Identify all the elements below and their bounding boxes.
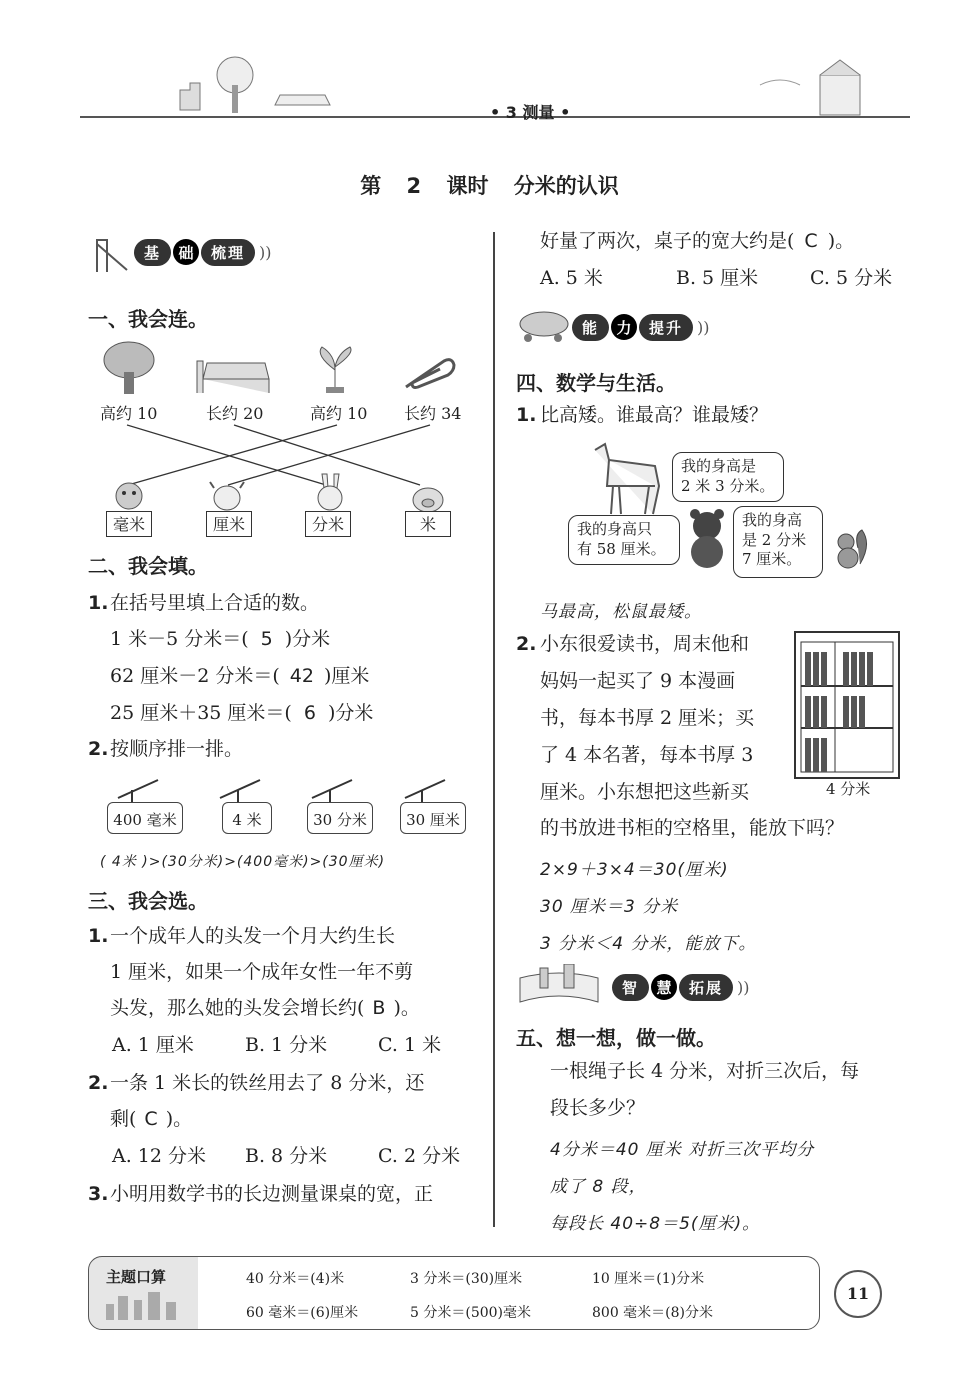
s4-q1-number: 1. xyxy=(516,404,537,426)
s3-q1-option-b: B. 1 分米 xyxy=(245,1034,328,1056)
banner-basic-circle: 础 xyxy=(173,239,199,265)
s3-q2-number: 2. xyxy=(88,1072,109,1094)
section-3-title: 三、我会选。 xyxy=(88,889,208,913)
s5-line-2: 段长多少？ xyxy=(550,1097,646,1119)
unit-box-3: 分米 xyxy=(305,511,351,537)
rabbit-icon xyxy=(312,472,346,512)
banner-ability xyxy=(572,310,710,344)
s2-q1-number: 1. xyxy=(88,592,109,614)
s4-q2-line-1: 小东很爱读书，周末他和 xyxy=(540,633,750,655)
banner-basic-pre: 基 xyxy=(134,239,171,266)
answer: C xyxy=(144,1108,158,1130)
bear-speech-bubble: 我的身高只 有 58 厘米。 xyxy=(568,515,680,565)
s3-q3-number: 3. xyxy=(88,1183,109,1205)
s3-q2-option-c: C. 2 分米 xyxy=(378,1145,461,1167)
s4-q1-text: 比高矮。谁最高？谁最矮？ xyxy=(540,404,769,426)
s5-work-2: 成了 8 段， xyxy=(550,1177,647,1197)
s3-q3-line-2: 好量了两次，桌子的宽大约是( C )。 xyxy=(540,230,855,252)
s2-q1-line-1: 1 米－5 分米＝( 5 )分米 xyxy=(110,628,331,650)
squirrel-speech-bubble: 我的身高 是 2 分米 7 厘米。 xyxy=(733,506,823,578)
oral-calc-4: 60 毫米＝(6)厘米 xyxy=(246,1305,359,1321)
item-label-2: 长约 20 xyxy=(206,404,264,423)
order-item-4: 30 厘米 xyxy=(400,802,466,834)
section-5-title: 五、想一想，做一做。 xyxy=(516,1026,716,1050)
oral-calc-3: 10 厘米＝(1)分米 xyxy=(592,1271,705,1287)
city-skyline-icon xyxy=(100,1290,190,1320)
s3-q1-line-1: 一个成年人的头发一个月大约生长 xyxy=(110,925,396,947)
s4-q2-work-3: 3 分米＜4 分米，能放下。 xyxy=(540,934,757,954)
chapter-title: • 3 测量 • xyxy=(490,103,571,122)
oral-calc-5: 5 分米＝(500)毫米 xyxy=(410,1305,532,1321)
s2-q1-line-2: 62 厘米－2 分米＝( 42 )厘米 xyxy=(110,665,370,687)
oral-calc-1: 40 分米＝(4)米 xyxy=(246,1271,345,1287)
s4-q2-line-6: 的书放进书柜的空格里，能放下吗？ xyxy=(540,817,845,839)
cow-icon xyxy=(208,480,246,512)
s4-q2-line-5: 厘米。小东想把这些新买 xyxy=(540,781,750,803)
waves-icon: )) xyxy=(737,977,750,997)
s3-q1-line-2: 1 厘米，如果一个成年女性一年不剪 xyxy=(110,961,414,983)
waves-icon: )) xyxy=(259,242,272,262)
snail-car-icon xyxy=(514,308,574,344)
s5-work-3: 每段长 40÷8＝5(厘米)。 xyxy=(550,1214,761,1234)
s3-q1-number: 1. xyxy=(88,925,109,947)
answer: 5 xyxy=(260,628,273,650)
s3-q3-option-a: A. 5 米 xyxy=(540,267,603,289)
bear-icon xyxy=(682,508,732,572)
banner-wisdom-post: 拓展 xyxy=(679,974,733,1001)
section-2-title: 二、我会填。 xyxy=(88,554,208,578)
footer-label: 主题口算 xyxy=(106,1268,167,1286)
s4-q2-work-2: 30 厘米＝3 分米 xyxy=(540,897,679,917)
s4-q2-line-4: 了 4 本名著，每本书厚 3 xyxy=(540,744,754,766)
horse-icon xyxy=(585,440,669,516)
s3-q2-option-b: B. 8 分米 xyxy=(245,1145,328,1167)
s3-q1-option-a: A. 1 厘米 xyxy=(112,1034,194,1056)
order-item-3: 30 分米 xyxy=(307,802,373,834)
unit-box-4: 米 xyxy=(405,511,451,537)
s3-q3-line-1: 小明用数学书的长边测量课桌的宽，正 xyxy=(110,1183,434,1205)
banner-wisdom-pre: 智 xyxy=(612,974,649,1001)
s4-q2-line-3: 书，每本书厚 2 厘米；买 xyxy=(540,707,755,729)
banner-ability-pre: 能 xyxy=(572,314,609,341)
banner-ability-post: 提升 xyxy=(639,314,693,341)
waves-icon: )) xyxy=(697,317,710,337)
s3-q3-option-c: C. 5 分米 xyxy=(810,267,893,289)
answer: 6 xyxy=(303,702,316,724)
s2-q1-text: 在括号里填上合适的数。 xyxy=(110,592,320,614)
s5-work-1: 4分米＝40 厘米 对折三次平均分 xyxy=(550,1140,815,1160)
s2-q2-number: 2. xyxy=(88,738,109,760)
oral-calc-6: 800 毫米＝(8)分米 xyxy=(592,1305,714,1321)
s2-q1-line-3: 25 厘米＋35 厘米＝( 6 )分米 xyxy=(110,702,374,724)
answer: 42 xyxy=(289,665,314,687)
s3-q2-line-1: 一条 1 米长的铁丝用去了 8 分米，还 xyxy=(110,1072,425,1094)
pig-icon xyxy=(410,485,446,513)
banner-ability-circle: 力 xyxy=(611,314,637,340)
bookshelf-icon xyxy=(793,630,901,780)
s3-q1-line-3: 头发，那么她的头发会增长约( B )。 xyxy=(110,997,420,1019)
page-number: 11 xyxy=(834,1270,882,1318)
item-label-1: 高约 10 xyxy=(100,404,158,423)
shelf-label: 4 分米 xyxy=(826,780,871,798)
squirrel-icon xyxy=(832,524,872,570)
section-4-title: 四、数学与生活。 xyxy=(516,371,676,395)
s5-line-1: 一根绳子长 4 分米，对折三次后，每 xyxy=(550,1060,860,1082)
banner-wisdom-circle: 慧 xyxy=(651,974,677,1000)
s2-q2-text: 按顺序排一排。 xyxy=(110,738,244,760)
s4-q2-line-2: 妈妈一起买了 9 本漫画 xyxy=(540,670,736,692)
s4-q2-number: 2. xyxy=(516,633,537,655)
item-label-3: 高约 10 xyxy=(310,404,368,423)
item-label-4: 长约 34 xyxy=(404,404,462,423)
book-city-icon xyxy=(516,964,602,1006)
s4-q2-work-1: 2×9＋3×4＝30(厘米) xyxy=(540,860,729,880)
unit-box-1: 毫米 xyxy=(106,511,152,537)
unit-box-2: 厘米 xyxy=(206,511,252,537)
s3-q2-line-2: 剩( C )。 xyxy=(110,1108,193,1130)
page-title: 第 2 课时 分米的认识 xyxy=(360,174,619,198)
s3-q3-option-b: B. 5 厘米 xyxy=(676,267,759,289)
s4-q1-answer: 马最高，松鼠最矮。 xyxy=(540,602,702,622)
s3-q1-option-c: C. 1 米 xyxy=(378,1034,442,1056)
banner-basic-post: 梳理 xyxy=(201,239,255,266)
banner-wisdom xyxy=(612,970,750,1004)
section-1-title: 一、我会连。 xyxy=(88,307,208,331)
answer: B xyxy=(372,997,386,1019)
order-item-1: 400 毫米 xyxy=(107,802,183,834)
horse-speech-bubble: 我的身高是 2 米 3 分米。 xyxy=(672,452,784,502)
answer: C xyxy=(804,230,818,252)
oral-calc-2: 3 分米＝(30)厘米 xyxy=(410,1271,523,1287)
order-item-2: 4 米 xyxy=(222,802,272,834)
monkey-icon xyxy=(112,480,146,512)
s2-q2-answer: ( 4米 )>(30分米)>(400毫米)>(30厘米) xyxy=(100,854,386,870)
s3-q2-option-a: A. 12 分米 xyxy=(112,1145,207,1167)
